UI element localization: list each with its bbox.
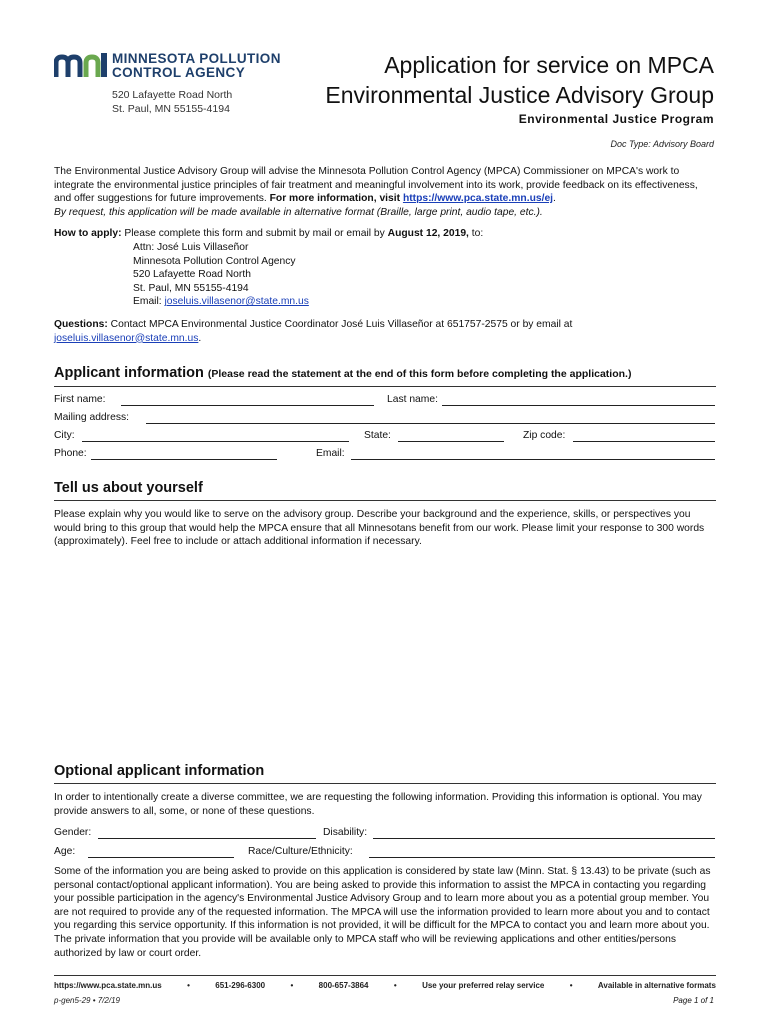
disability-label: Disability: xyxy=(323,827,368,838)
footer-alt-formats: Available in alternative formats xyxy=(597,981,716,990)
questions: Questions: Contact MPCA Environmental Justice Coordinator José Luis Villaseñor at 651757-2575 or by email at joseluis.villasenor@state.mn.us. xyxy=(54,319,573,344)
footer-contact: https://www.pca.state.mn.us • 651-296-6300 • 800-657-3864 • Use your preferred relay service • Available in alternative formats xyxy=(54,979,716,993)
mailing-address-block: Attn: José Luis Villaseñor Minnesota Pollution Control Agency 520 Lafayette Road North St. Paul, MN 55155-4194 Email: joseluis.villasenor@state.mn.us xyxy=(133,242,309,308)
state-field[interactable] xyxy=(398,430,504,442)
optional-intro: In order to intentionally create a diverse committee, we are requesting the following information. Providing this information is optional. You may provide answers to all, some, or none of these questions. xyxy=(54,792,702,817)
doc-type: Doc Type: Advisory Board xyxy=(610,139,714,149)
ej-link[interactable]: https://www.pca.state.mn.us/ej xyxy=(402,193,554,205)
intro-paragraph: The Environmental Justice Advisory Group will advise the Minnesota Pollution Control Agency (MPCA) Commissioner on MPCA's work to integrate the environmental justice principles of fair treatment and meaningful involvement into its work, provide feedback on its effectiveness, and offer suggestions for future improvements. For more information, visit https://www.pca.state.mn.us/ej. By request, this application will be made available in alternative format (Braille, large print, audio tape, etc.). xyxy=(54,165,716,219)
doc-id: p-gen5-29 • 7/2/19 xyxy=(54,996,120,1005)
city-field[interactable] xyxy=(82,430,349,442)
footer-phone2: 800-657-3864 xyxy=(318,981,369,990)
phone-field[interactable] xyxy=(91,448,277,460)
last-name-field[interactable] xyxy=(442,394,715,406)
agency-name: MINNESOTA POLLUTION CONTROL AGENCY xyxy=(112,51,281,80)
applicant-info-heading: Applicant information (Please read the statement at the end of this form before completing the application.) xyxy=(54,364,716,387)
footer-relay: Use your preferred relay service xyxy=(422,981,545,990)
last-name-label: Last name: xyxy=(387,394,438,405)
mailing-address-field[interactable] xyxy=(146,412,715,424)
mpca-logo-icon xyxy=(54,53,108,79)
program-subtitle: Environmental Justice Program xyxy=(518,112,714,126)
page-number: Page 1 of 1 xyxy=(673,996,714,1005)
zip-label: Zip code: xyxy=(523,430,566,441)
zip-field[interactable] xyxy=(573,430,715,442)
footer-phone1: 651-296-6300 xyxy=(215,981,266,990)
age-label: Age: xyxy=(54,846,76,857)
disability-field[interactable] xyxy=(373,827,715,839)
footer-divider xyxy=(54,975,716,976)
mailing-address-label: Mailing address: xyxy=(54,412,129,423)
first-name-label: First name: xyxy=(54,394,106,405)
about-instructions: Please explain why you would like to serve on the advisory group. Describe your background and the experience, skills, or perspectives you would bring to this group that would help the MPCA ensure that all Minnesotans benefit from our work. Please limit your response to 300 words (approximately). Feel free to include or attach additional information if necessary. xyxy=(54,509,705,548)
first-name-field[interactable] xyxy=(121,394,374,406)
how-to-apply: How to apply: Please complete this form and submit by mail or email by August 12, 2019, to: xyxy=(54,228,484,239)
race-label: Race/Culture/Ethnicity: xyxy=(248,846,353,857)
race-field[interactable] xyxy=(369,846,715,858)
gender-label: Gender: xyxy=(54,827,92,838)
questions-email-link[interactable]: joseluis.villasenor@state.mn.us xyxy=(54,332,199,344)
page-title: Application for service on MPCA Environmental Justice Advisory Group xyxy=(325,52,714,108)
city-label: City: xyxy=(54,430,75,441)
footer-site: https://www.pca.state.mn.us xyxy=(54,981,162,990)
agency-address: 520 Lafayette Road North St. Paul, MN 55155-4194 xyxy=(112,89,233,115)
state-label: State: xyxy=(364,430,391,441)
age-field[interactable] xyxy=(88,846,234,858)
apply-email-link[interactable]: joseluis.villasenor@state.mn.us xyxy=(164,296,309,308)
gender-field[interactable] xyxy=(98,827,316,839)
email-field[interactable] xyxy=(351,448,715,460)
about-response-area[interactable] xyxy=(54,555,716,750)
privacy-statement: Some of the information you are being asked to provide on this application is considered by state law (Minn. Stat. § 13.43) to be private (such as personal contact/optional applicant information). You are being asked to provide this information to assist the MPCA in contacting you regarding your possible participation in the agency's Environmental Justice Advisory Group and to learn more about you as a potential group member. You are not required to provide any of the requested information. The MPCA will use the information provided to learn more about you and to contact you regarding this service opportunity. If this information is not provided, it will be difficult for the MPCA to contact you and learn more about you. The private information that you provide will be available only to MPCA staff who will be reviewing applications and other entities/persons authorized by law or court order. xyxy=(54,866,711,959)
optional-info-heading: Optional applicant information xyxy=(54,762,716,784)
phone-label: Phone: xyxy=(54,448,87,459)
about-heading: Tell us about yourself xyxy=(54,479,716,501)
email-label: Email: xyxy=(316,448,345,459)
agency-logo xyxy=(54,50,292,124)
alt-format-note: By request, this application will be made available in alternative format (Braille, large print, audio tape, etc.). xyxy=(54,206,543,218)
